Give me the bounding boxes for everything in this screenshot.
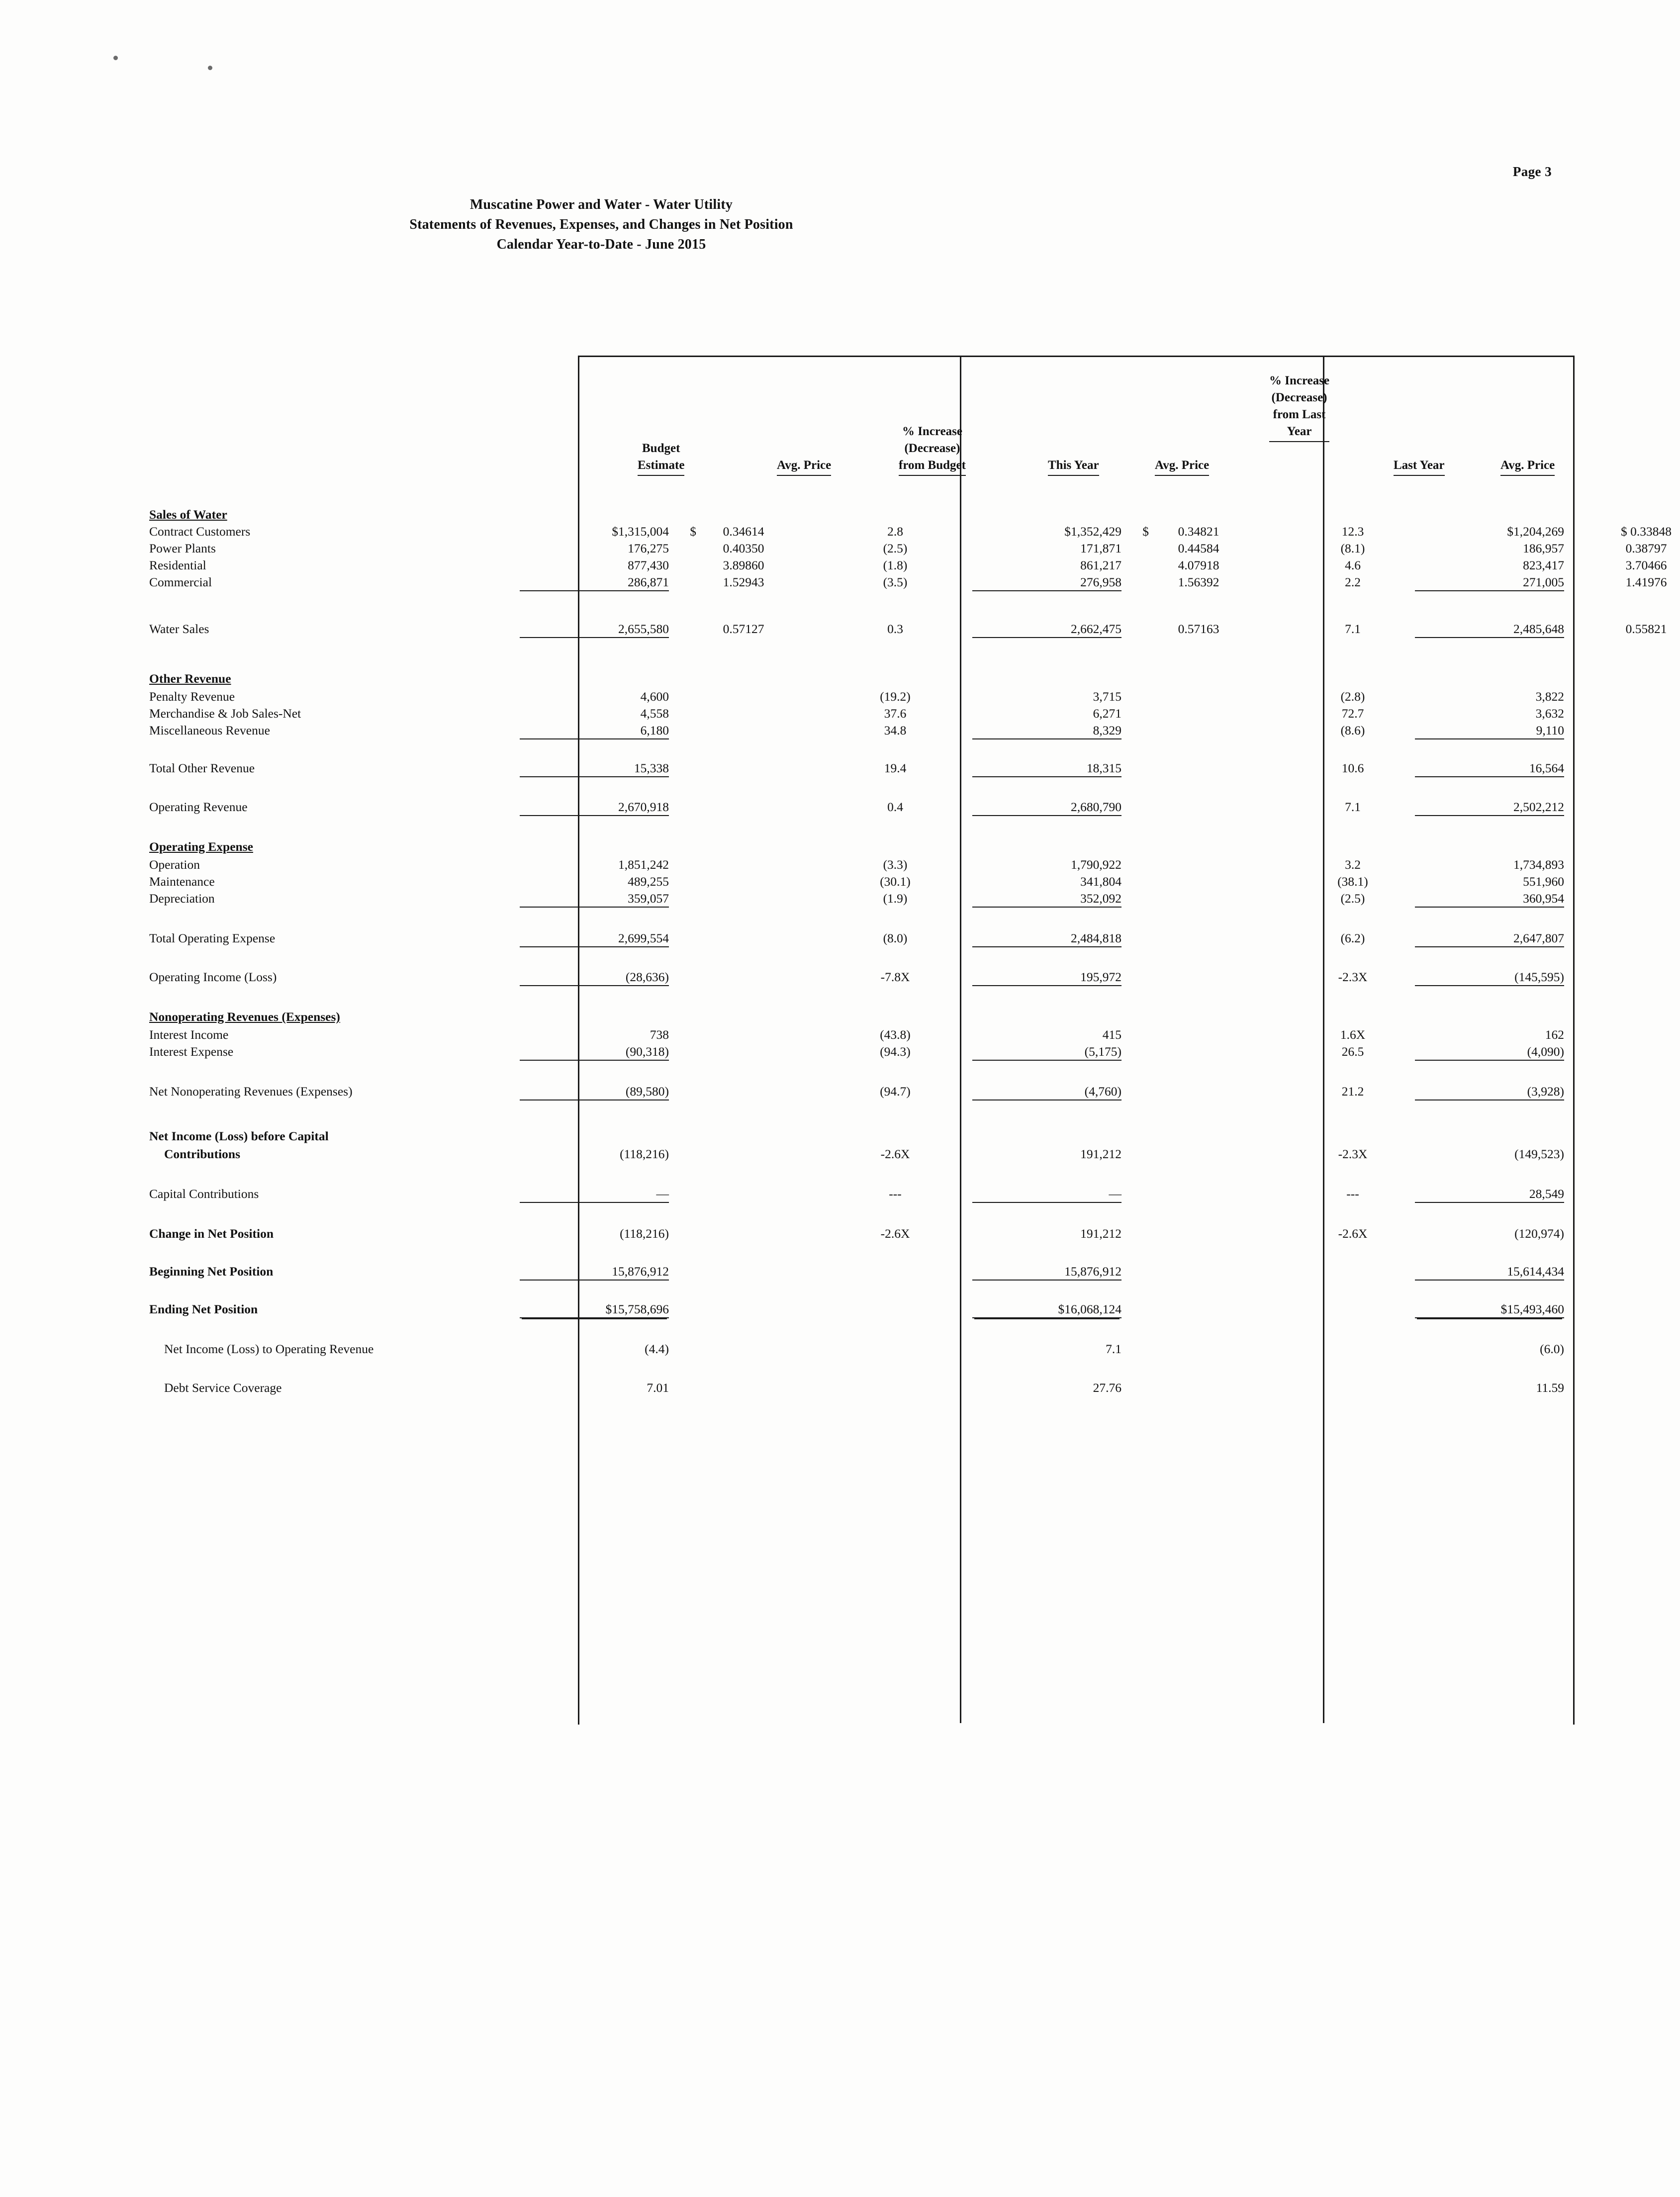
col-header-pct-last-year: % Increase (Decrease) from Last Year [1269,372,1329,442]
cell-budget-estimate: 176,275 [628,541,669,555]
cell-budget-estimate: 2,699,554 [520,931,669,947]
cell-pct-from-last-year: 2.2 [1345,575,1361,589]
cell-budget-estimate: 877,430 [628,558,669,572]
cell-last-year: $15,493,460 [1415,1302,1564,1318]
cell-budget-estimate: 359,057 [520,891,669,908]
cell-budget-estimate: 2,655,580 [520,622,669,638]
row-label: Capital Contributions [149,1187,259,1201]
col-header-last-year: Last Year [1394,457,1445,476]
cell-pct-from-budget: (3.5) [883,575,908,589]
cell-pct-from-last-year: 10.6 [1341,761,1364,775]
cell-pct-from-budget: (43.8) [880,1027,911,1042]
cell-budget-estimate: (4.4) [645,1342,669,1356]
cell-budget-estimate: 4,558 [640,706,669,721]
cell-budget-avg-price: 0.57127 [723,622,764,636]
cell-last-year: (145,595) [1415,970,1564,986]
scan-speck [113,56,118,60]
table-row [149,1380,1591,1406]
cell-pct-from-budget: -2.6X [880,1226,910,1241]
cell-budget-estimate: (118,216) [620,1226,669,1241]
table-row [149,761,1591,787]
cell-pct-from-last-year: (6.2) [1340,931,1365,945]
cell-this-year: 7.1 [1106,1342,1121,1356]
row-label: Maintenance [149,874,215,889]
cell-this-year: $16,068,124 [972,1302,1121,1318]
cell-this-year: 861,217 [1080,558,1121,572]
cell-pct-from-last-year: 72.7 [1341,706,1364,721]
cell-this-year: 191,212 [1080,1226,1121,1241]
cell-pct-from-budget: 0.3 [887,622,903,636]
cell-pct-from-last-year: (8.6) [1340,723,1365,737]
table-row [149,622,1667,647]
cell-this-year: 195,972 [972,970,1121,986]
row-label: Residential [149,558,206,572]
cell-pct-from-last-year: --- [1346,1187,1359,1201]
cell-pct-from-budget: (3.3) [883,857,908,872]
cell-this-year: 1,790,922 [1071,857,1121,872]
cell-last-year-avg-price: $ 0.33848 [1621,524,1672,539]
row-label: Commercial [149,575,212,589]
table-row [149,1226,1591,1252]
col-header-this-year: This Year [1048,457,1099,476]
cell-budget-estimate: 489,255 [628,874,669,889]
cell-budget-estimate: $15,758,696 [520,1302,669,1318]
row-label: Power Plants [149,541,216,555]
cell-pct-from-budget: 2.8 [887,524,903,539]
cell-pct-from-budget: (1.9) [883,891,908,906]
row-label: Miscellaneous Revenue [149,723,270,737]
row-label: Operating Revenue [149,800,248,814]
cell-last-year: (6.0) [1540,1342,1564,1356]
cell-budget-estimate: $1,315,004 [612,524,669,539]
cell-this-year: 15,876,912 [972,1264,1121,1281]
cell-this-year: — [972,1187,1121,1203]
cell-last-year: 1,734,893 [1513,857,1564,872]
row-label: Operating Expense [149,839,253,854]
cell-pct-from-budget: -7.8X [880,970,910,984]
cell-this-year: (5,175) [972,1044,1121,1061]
table-row [149,1147,1591,1173]
cell-last-year: (149,523) [1514,1147,1564,1161]
row-label: Contributions [164,1147,241,1161]
row-label: Net Income (Loss) to Operating Revenue [164,1342,374,1356]
cell-budget-estimate: — [520,1187,669,1203]
cell-last-year: 162 [1545,1027,1564,1042]
cell-budget-estimate: 6,180 [520,723,669,739]
row-label: Contract Customers [149,524,251,539]
cell-this-year-avg-price: 0.44584 [1178,541,1219,555]
cell-last-year: 3,632 [1535,706,1564,721]
row-label: Other Revenue [149,671,231,686]
cell-pct-from-budget: (19.2) [880,689,911,704]
row-label: Operating Income (Loss) [149,970,277,984]
table-row [149,1342,1591,1368]
cell-this-year: 18,315 [972,761,1121,777]
table-row [149,970,1591,996]
cell-budget-estimate: 15,338 [520,761,669,777]
title-line-2: Statements of Revenues, Expenses, and Changes in Net Position [409,217,793,232]
table-row [149,1044,1591,1070]
cell-last-year-avg-price: 1.41976 [1625,575,1667,589]
table-row [149,1084,1591,1110]
cell-budget-avg-price: 0.34614 [723,524,764,539]
cell-last-year: 186,957 [1523,541,1564,555]
cell-last-year: 2,647,807 [1415,931,1564,947]
cell-last-year: 551,960 [1523,874,1564,889]
cell-last-year-avg-price: 0.55821 [1625,622,1667,636]
cell-pct-from-last-year: 3.2 [1345,857,1361,872]
cell-pct-from-last-year: 1.6X [1340,1027,1366,1042]
table-row [149,1302,1591,1328]
cell-last-year: 9,110 [1415,723,1564,739]
col-header-budget-estimate: Budget Estimate [638,440,684,476]
cell-budget-estimate: (28,636) [520,970,669,986]
cell-pct-from-budget: (8.0) [883,931,908,945]
table-row [149,1187,1591,1212]
cell-this-year: 341,804 [1080,874,1121,889]
row-label: Net Income (Loss) before Capital [149,1129,329,1143]
cell-last-year: 823,417 [1523,558,1564,572]
cell-pct-from-last-year: 12.3 [1341,524,1364,539]
row-label: Penalty Revenue [149,689,235,704]
cell-pct-from-last-year: (2.5) [1340,891,1365,906]
cell-last-year: 16,564 [1415,761,1564,777]
cell-this-year: 2,662,475 [972,622,1121,638]
table-row [149,1264,1591,1290]
cell-pct-from-budget: (30.1) [880,874,911,889]
cell-this-year-avg-price: 0.34821 [1178,524,1219,539]
row-label: Interest Expense [149,1044,234,1059]
row-label: Sales of Water [149,507,227,522]
title-line-1: Muscatine Power and Water - Water Utility [469,197,733,212]
col-header-avg-price-last-year: Avg. Price [1500,457,1555,476]
cell-pct-from-last-year: -2.3X [1338,1147,1368,1161]
row-label: Ending Net Position [149,1302,258,1316]
table-row [149,931,1591,957]
cell-pct-from-budget: (1.8) [883,558,908,572]
cell-this-year: 415 [1102,1027,1121,1042]
cell-pct-from-budget: 37.6 [884,706,907,721]
cell-pct-from-last-year: -2.6X [1338,1226,1368,1241]
cell-pct-from-budget: 19.4 [884,761,907,775]
cell-last-year: 11.59 [1536,1380,1564,1395]
cell-pct-from-last-year: 26.5 [1341,1044,1364,1059]
cell-this-year: 2,680,790 [972,800,1121,816]
cell-last-year: (3,928) [1415,1084,1564,1100]
title-line-3: Calendar Year-to-Date - June 2015 [496,237,706,252]
table-row [149,891,1591,917]
row-label: Interest Income [149,1027,229,1042]
cell-this-year: 27.76 [1093,1380,1121,1395]
row-label: Merchandise & Job Sales-Net [149,706,301,721]
cell-this-year: 276,958 [972,575,1121,591]
cell-budget-estimate: 738 [650,1027,669,1042]
col-header-avg-price-this-year: Avg. Price [1155,457,1209,476]
cell-budget-estimate: 15,876,912 [520,1264,669,1281]
cell-pct-from-budget: 0.4 [887,800,903,814]
cell-this-year-avg-price: 0.57163 [1178,622,1219,636]
cell-this-year: 352,092 [972,891,1121,908]
row-label: Total Operating Expense [149,931,276,945]
currency-symbol: $ [1142,524,1149,539]
cell-last-year: 2,502,212 [1415,800,1564,816]
cell-this-year: 171,871 [1080,541,1121,555]
cell-pct-from-last-year: (2.8) [1340,689,1365,704]
cell-budget-estimate: 4,600 [640,689,669,704]
cell-this-year: 191,212 [1080,1147,1121,1161]
table-row [149,723,1591,749]
cell-pct-from-last-year: -2.3X [1338,970,1368,984]
cell-this-year: $1,352,429 [1064,524,1121,539]
cell-last-year: $1,204,269 [1507,524,1564,539]
cell-budget-estimate: 7.01 [647,1380,669,1395]
cell-last-year: 2,485,648 [1415,622,1564,638]
cell-budget-estimate: (89,580) [520,1084,669,1100]
cell-budget-avg-price: 3.89860 [723,558,764,572]
scan-speck [208,66,212,70]
cell-budget-estimate: 286,871 [520,575,669,591]
cell-this-year: 3,715 [1093,689,1121,704]
row-label: Debt Service Coverage [164,1380,282,1395]
cell-budget-avg-price: 1.52943 [723,575,764,589]
cell-this-year: 2,484,818 [972,931,1121,947]
table-row [149,800,1591,825]
col-header-avg-price-budget: Avg. Price [777,457,831,476]
col-header-pct-budget: % Increase (Decrease) from Budget [899,423,966,476]
row-label: Operation [149,857,200,872]
cell-last-year: 271,005 [1415,575,1564,591]
row-label: Nonoperating Revenues (Expenses) [149,1009,340,1024]
cell-this-year-avg-price: 4.07918 [1178,558,1219,572]
cell-last-year: 360,954 [1415,891,1564,908]
cell-pct-from-last-year: 7.1 [1345,622,1361,636]
cell-pct-from-last-year: 4.6 [1345,558,1361,572]
row-label: Net Nonoperating Revenues (Expenses) [149,1084,353,1098]
cell-last-year: (4,090) [1415,1044,1564,1061]
cell-last-year-avg-price: 3.70466 [1625,558,1667,572]
cell-budget-estimate: (118,216) [620,1147,669,1161]
row-label: Beginning Net Position [149,1264,274,1279]
cell-this-year-avg-price: 1.56392 [1178,575,1219,589]
cell-last-year: 28,549 [1415,1187,1564,1203]
cell-budget-estimate: (90,318) [520,1044,669,1061]
row-label: Depreciation [149,891,215,906]
row-label: Water Sales [149,622,209,636]
cell-last-year: 15,614,434 [1415,1264,1564,1281]
cell-this-year: 8,329 [972,723,1121,739]
cell-budget-estimate: 1,851,242 [618,857,669,872]
cell-last-year-avg-price: 0.38797 [1625,541,1667,555]
cell-pct-from-last-year: 7.1 [1345,800,1361,814]
cell-last-year: (120,974) [1514,1226,1564,1241]
cell-this-year: 6,271 [1093,706,1121,721]
cell-pct-from-last-year: (38.1) [1337,874,1368,889]
cell-pct-from-last-year: 21.2 [1341,1084,1364,1098]
cell-last-year: 3,822 [1535,689,1564,704]
cell-pct-from-last-year: (8.1) [1340,541,1365,555]
cell-pct-from-budget: (94.3) [880,1044,911,1059]
cell-pct-from-budget: (2.5) [883,541,908,555]
cell-pct-from-budget: -2.6X [880,1147,910,1161]
cell-pct-from-budget: --- [889,1187,902,1201]
currency-symbol: $ [690,524,696,539]
row-label: Change in Net Position [149,1226,274,1241]
cell-this-year: (4,760) [972,1084,1121,1100]
document-title [0,195,1441,255]
cell-pct-from-budget: (94.7) [880,1084,911,1098]
table-column-headers [578,361,1578,490]
page-number: Page 3 [1512,164,1552,179]
cell-budget-avg-price: 0.40350 [723,541,764,555]
cell-pct-from-budget: 34.8 [884,723,907,737]
cell-budget-estimate: 2,670,918 [520,800,669,816]
row-label: Total Other Revenue [149,761,255,775]
table-row [149,575,1667,601]
